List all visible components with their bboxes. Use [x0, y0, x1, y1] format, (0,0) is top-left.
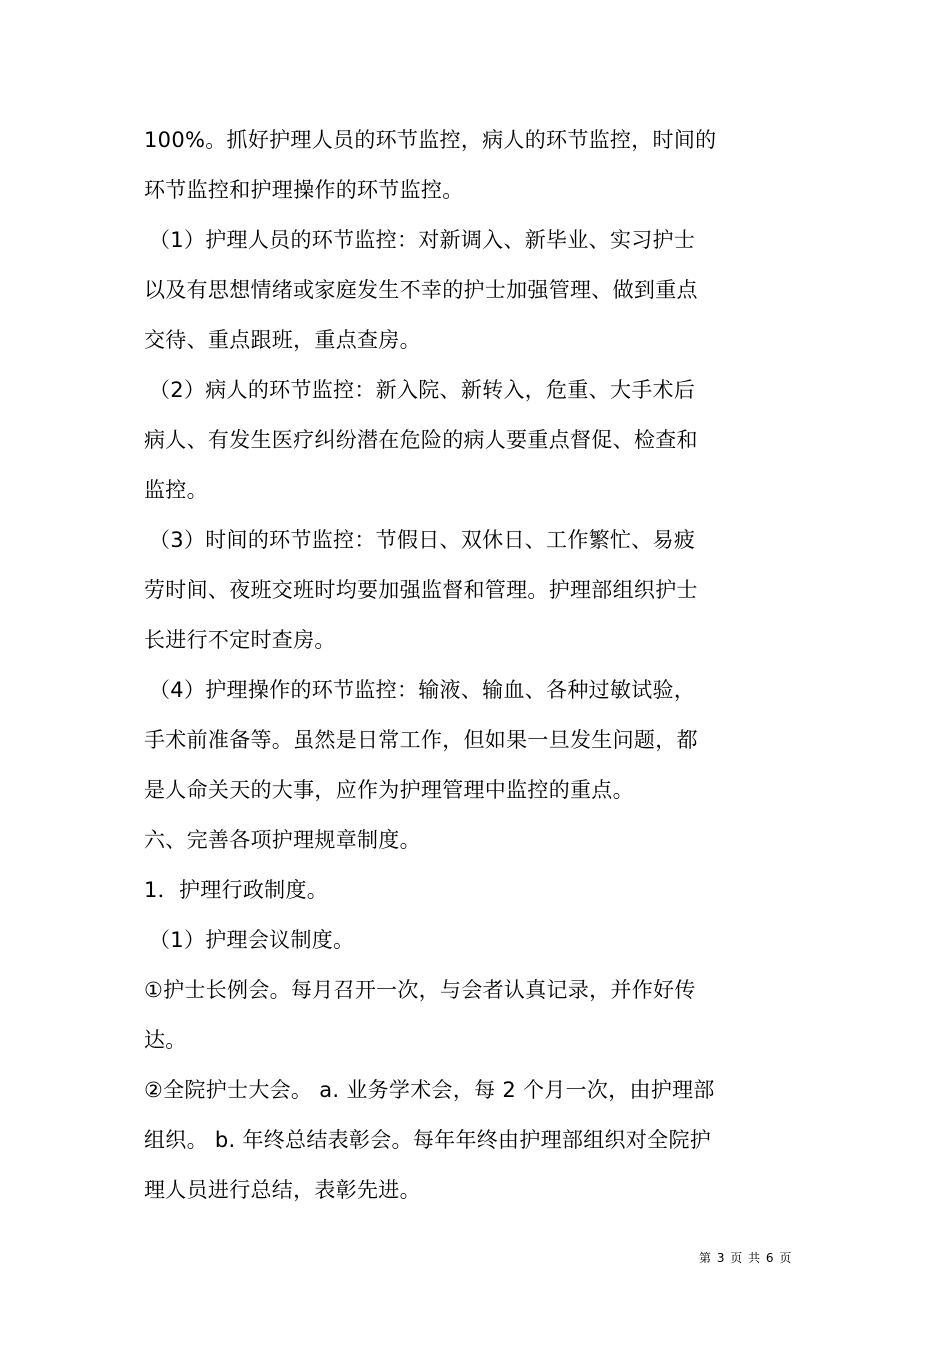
subsection-heading: 1．护理行政制度。 — [144, 878, 329, 902]
body-text-line: （4）护理操作的环节监控：输液、输血、各种过敏试验， — [149, 678, 696, 702]
body-text-line: 监控。 — [144, 478, 208, 502]
body-text-line: 环节监控和护理操作的环节监控。 — [144, 178, 464, 202]
body-text-line: 组织。 b. 年终总结表彰会。每年年终由护理部组织对全院护 — [144, 1128, 712, 1152]
body-text-line: 是人命关天的大事，应作为护理管理中监控的重点。 — [144, 778, 634, 802]
body-text-line: ①护士长例会。每月召开一次，与会者认真记录，并作好传 — [144, 978, 696, 1002]
body-text-line: 理人员进行总结，表彰先进。 — [144, 1178, 421, 1202]
body-text-line: （1）护理人员的环节监控：对新调入、新毕业、实习护士 — [149, 228, 696, 252]
body-text-line: 劳时间、夜班交班时均要加强监督和管理。护理部组织护士 — [144, 578, 698, 602]
body-text-line: 交待、重点跟班，重点查房。 — [144, 328, 421, 352]
body-text-line: 手术前准备等。虽然是日常工作，但如果一旦发生问题，都 — [144, 728, 698, 752]
body-text-line: 病人、有发生医疗纠纷潜在危险的病人要重点督促、检查和 — [144, 428, 698, 452]
body-text-line: （3）时间的环节监控：节假日、双休日、工作繁忙、易疲 — [149, 528, 696, 552]
body-text-line: ②全院护士大会。 a. 业务学术会，每 2 个月一次，由护理部 — [144, 1078, 715, 1102]
subsection-heading: （1）护理会议制度。 — [149, 928, 355, 952]
section-heading: 六、完善各项护理规章制度。 — [144, 828, 421, 852]
body-text-line: （2）病人的环节监控：新入院、新转入，危重、大手术后 — [149, 378, 696, 402]
page-number: 第 3 页 共 6 页 — [699, 1251, 793, 1265]
body-text-line: 以及有思想情绪或家庭发生不幸的护士加强管理、做到重点 — [144, 278, 698, 302]
body-text-line: 长进行不定时查房。 — [144, 628, 336, 652]
body-text-line: 达。 — [144, 1028, 187, 1052]
body-text-line: 100%。抓好护理人员的环节监控，病人的环节监控，时间的 — [144, 128, 717, 152]
